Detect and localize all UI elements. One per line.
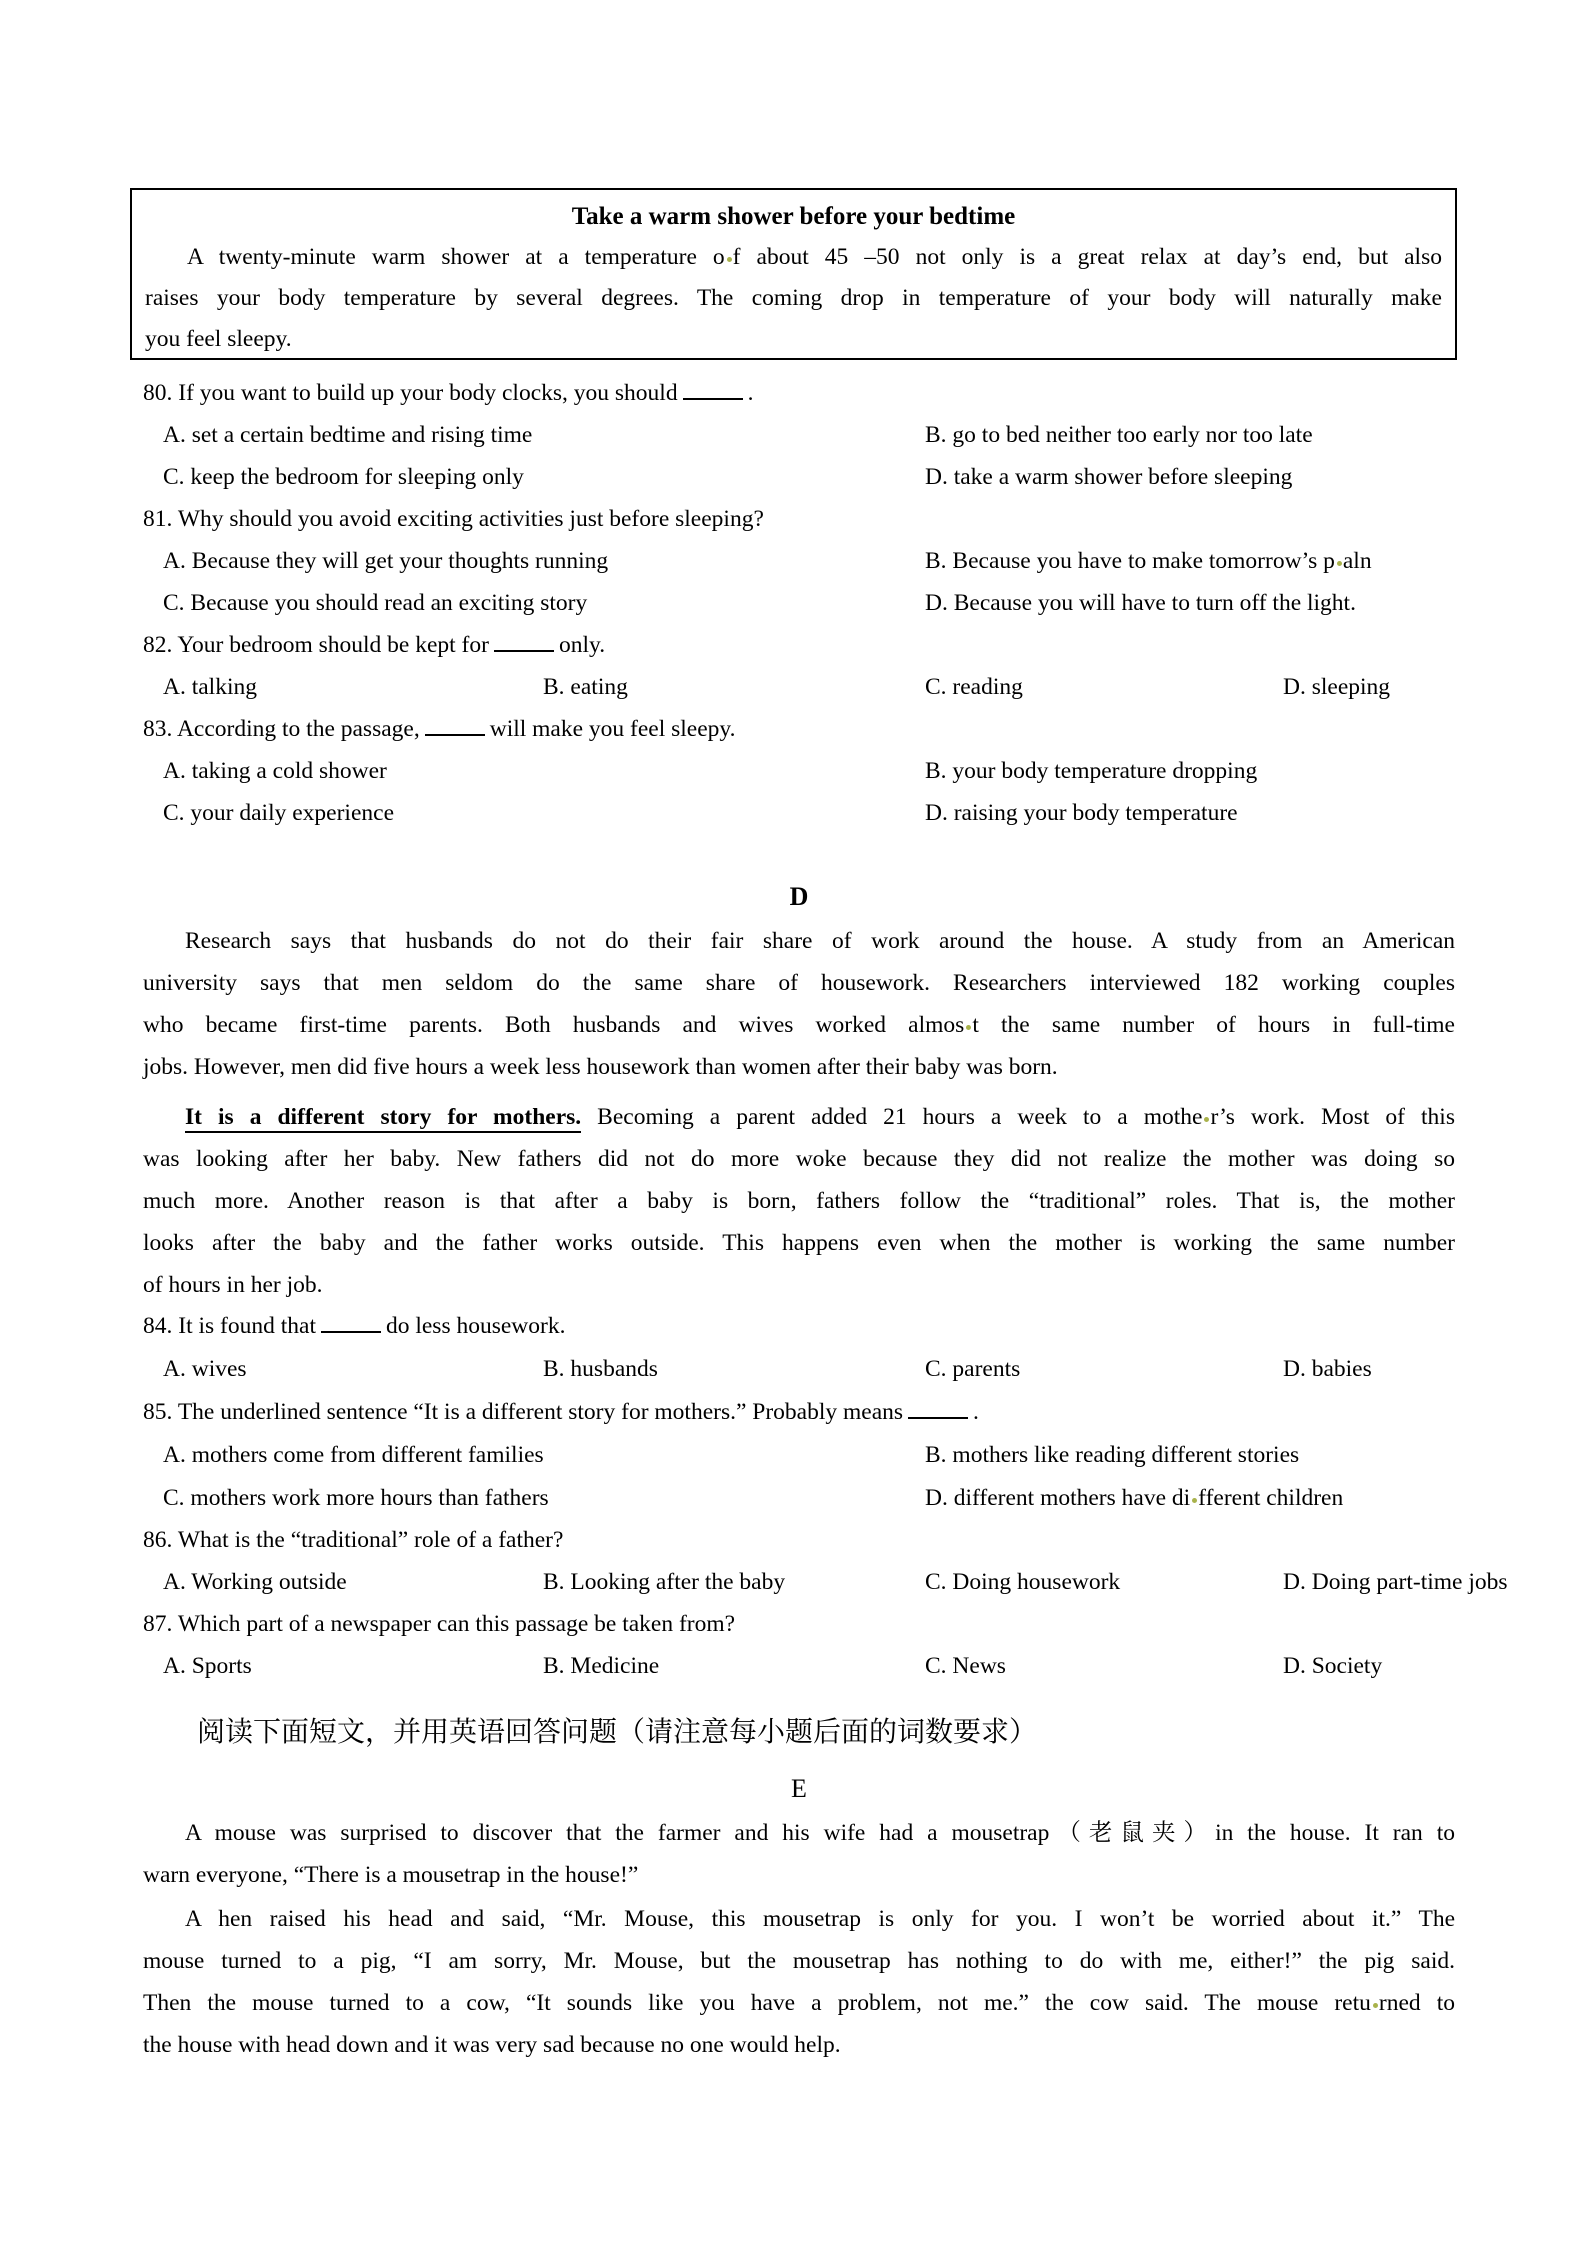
passage-d-line: university says that men seldom do the same share of housework. Researchers interviewed 182 working couples: [143, 970, 1455, 996]
blank-line: [494, 635, 554, 652]
blank-line: [425, 719, 485, 736]
passage-e-line-pre: Then the mouse turned to a cow, “It sounds like you have a problem, not me.” the cow said. The mouse retu: [143, 1990, 1371, 2016]
option-85-d-post: fferent children: [1198, 1485, 1344, 1511]
option-87-d: D. Society: [1283, 1653, 1383, 1679]
option-84-c: C. parents: [925, 1356, 1021, 1382]
section-e-heading: E: [791, 1774, 807, 1803]
question-80-period: .: [747, 380, 754, 406]
option-84-b: B. husbands: [543, 1356, 658, 1382]
passage-d-line: jobs. However, men did five hours a week less housework than women after their baby was born.: [143, 1054, 1058, 1080]
question-83-tail: will make you feel sleepy.: [489, 716, 736, 742]
option-83-d: D. raising your body temperature: [925, 800, 1238, 826]
box-line-1: [145, 237, 1442, 278]
option-85-c: C. mothers work more hours than fathers: [163, 1485, 549, 1511]
box-line-3: you feel sleepy.: [145, 326, 292, 352]
passage-e-line: [143, 1982, 1455, 2024]
underlined-sentence: It is a different story for mothers.: [185, 1104, 581, 1133]
box-line-1-post: f about 45 –50 not only is a great relax at day’s end, but also: [732, 244, 1442, 270]
options-85-ab: [143, 1434, 1455, 1476]
options-86: [143, 1561, 1508, 1603]
question-80: [143, 372, 1455, 414]
option-83-b: B. your body temperature dropping: [925, 758, 1258, 784]
option-80-a: A. set a certain bedtime and rising time: [163, 422, 533, 448]
options-81-cd: [143, 582, 1455, 624]
question-87: 87. Which part of a newspaper can this passage be taken from?: [143, 1611, 736, 1637]
blank-line: [321, 1316, 381, 1333]
box-line-1-pre: A twenty-minute warm shower at a temperature o: [187, 244, 725, 270]
option-82-a: A. talking: [163, 674, 257, 700]
passage-d-line: [143, 1096, 1455, 1138]
options-87: [143, 1645, 1455, 1687]
passage-e-line: A hen raised his head and said, “Mr. Mouse, this mousetrap is only for you. I won’t be worried about it.” The: [185, 1906, 1455, 1932]
option-81-c: C. Because you should read an exciting story: [163, 590, 588, 616]
passage-d-line: [143, 1004, 1455, 1046]
artifact-dot: [727, 257, 732, 262]
options-85-cd: [143, 1477, 1455, 1519]
option-83-c: C. your daily experience: [163, 800, 394, 826]
artifact-dot: [1204, 1117, 1209, 1122]
options-83-cd: [143, 792, 1455, 834]
question-83-text: 83. According to the passage,: [143, 716, 420, 742]
blank-line: [683, 383, 743, 400]
option-87-c: C. News: [925, 1653, 1006, 1679]
question-80-text: 80. If you want to build up your body clocks, you should: [143, 380, 678, 406]
option-86-c: C. Doing housework: [925, 1569, 1121, 1595]
option-87-b: B. Medicine: [543, 1653, 660, 1679]
option-86-a: A. Working outside: [163, 1569, 347, 1595]
option-82-c: C. reading: [925, 674, 1023, 700]
option-85-a: A. mothers come from different families: [163, 1442, 544, 1468]
option-82-d: D. sleeping: [1283, 674, 1391, 700]
option-82-b: B. eating: [543, 674, 628, 700]
options-82: [143, 666, 1455, 708]
passage-d-line: Research says that husbands do not do their fair share of work around the house. A study from an American: [185, 928, 1455, 954]
option-83-a: A. taking a cold shower: [163, 758, 387, 784]
box-line-2: raises your body temperature by several degrees. The coming drop in temperature of your body will naturally make: [145, 285, 1442, 311]
option-84-d: D. babies: [1283, 1356, 1372, 1382]
option-85-d-pre: D. different mothers have di: [925, 1485, 1191, 1511]
passage-e-line: A mouse was surprised to discover that the farmer and his wife had a mousetrap（老鼠夹）in the house. It ran to: [185, 1820, 1455, 1846]
question-86: 86. What is the “traditional” role of a father?: [143, 1527, 564, 1553]
section-d-heading: D: [789, 882, 809, 911]
options-83-ab: [143, 750, 1455, 792]
option-81-a: A. Because they will get your thoughts running: [163, 548, 609, 574]
passage-d-line-pre: who became first-time parents. Both husbands and wives worked almos: [143, 1012, 965, 1038]
passage-d-line: was looking after her baby. New fathers did not do more woke because they did not realize the mother was doing so: [143, 1146, 1455, 1172]
option-84-a: A. wives: [163, 1356, 247, 1382]
passage-title: Take a warm shower before your bedtime: [571, 203, 1016, 230]
passage-e-line: mouse turned to a pig, “I am sorry, Mr. Mouse, but the mousetrap has nothing to do with me, either!” the pig said.: [143, 1948, 1455, 1974]
option-80-b: B. go to bed neither too early nor too late: [925, 422, 1313, 448]
question-83: [143, 708, 1455, 750]
option-86-d: D. Doing part-time jobs: [1283, 1569, 1508, 1595]
passage-e-line: the house with head down and it was very sad because no one would help.: [143, 2032, 841, 2058]
passage-d-line-mid: Becoming a parent added 21 hours a week to a mothe: [581, 1104, 1203, 1130]
instruction-cn: 阅读下面短文，并用英语回答问题（请注意每小题后面的词数要求）: [197, 1717, 1038, 1748]
question-84: [143, 1305, 1455, 1347]
artifact-dot: [1192, 1498, 1197, 1503]
option-80-c: C. keep the bedroom for sleeping only: [163, 464, 524, 490]
question-82: [143, 624, 1455, 666]
options-81-ab: [143, 540, 1455, 582]
question-84-tail: do less housework.: [385, 1313, 566, 1339]
passage-d-line: of hours in her job.: [143, 1272, 323, 1298]
question-82-tail: only.: [558, 632, 606, 658]
passage-d-line-post: t the same number of hours in full-time: [972, 1012, 1455, 1038]
option-81-b-post: aln: [1342, 548, 1372, 574]
option-86-b: B. Looking after the baby: [543, 1569, 786, 1595]
options-80-ab: [143, 414, 1455, 456]
artifact-dot: [1373, 2003, 1378, 2008]
passage-d-line-post: r’s work. Most of this: [1210, 1104, 1455, 1130]
passage-d-line: much more. Another reason is that after a baby is born, fathers follow the “traditional” roles. That is, the mother: [143, 1188, 1455, 1214]
option-80-d: D. take a warm shower before sleeping: [925, 464, 1293, 490]
option-81-b: [925, 540, 1372, 582]
blank-line: [908, 1402, 968, 1419]
passage-d-line: looks after the baby and the father works outside. This happens even when the mother is working the same number: [143, 1230, 1455, 1256]
question-81: 81. Why should you avoid exciting activities just before sleeping?: [143, 506, 764, 532]
options-84: [143, 1348, 1455, 1390]
question-85-period: .: [973, 1399, 979, 1425]
question-82-text: 82. Your bedroom should be kept for: [143, 632, 489, 658]
artifact-dot: [1337, 561, 1342, 566]
option-85-b: B. mothers like reading different stories: [925, 1442, 1300, 1468]
question-85: [143, 1391, 1455, 1433]
passage-e-line-post: rned to: [1378, 1990, 1455, 2016]
option-87-a: A. Sports: [163, 1653, 252, 1679]
artifact-dot: [966, 1025, 971, 1030]
options-80-cd: [143, 456, 1455, 498]
intro-box: [130, 188, 1457, 360]
question-84-text: 84. It is found that: [143, 1313, 316, 1339]
option-81-d: D. Because you will have to turn off the light.: [925, 590, 1356, 616]
option-81-b-pre: B. Because you have to make tomorrow’s p: [925, 548, 1335, 574]
passage-e-line: warn everyone, “There is a mousetrap in the house!”: [143, 1862, 639, 1888]
question-85-text: 85. The underlined sentence “It is a different story for mothers.” Probably means: [143, 1399, 904, 1425]
option-85-d: [925, 1477, 1343, 1519]
